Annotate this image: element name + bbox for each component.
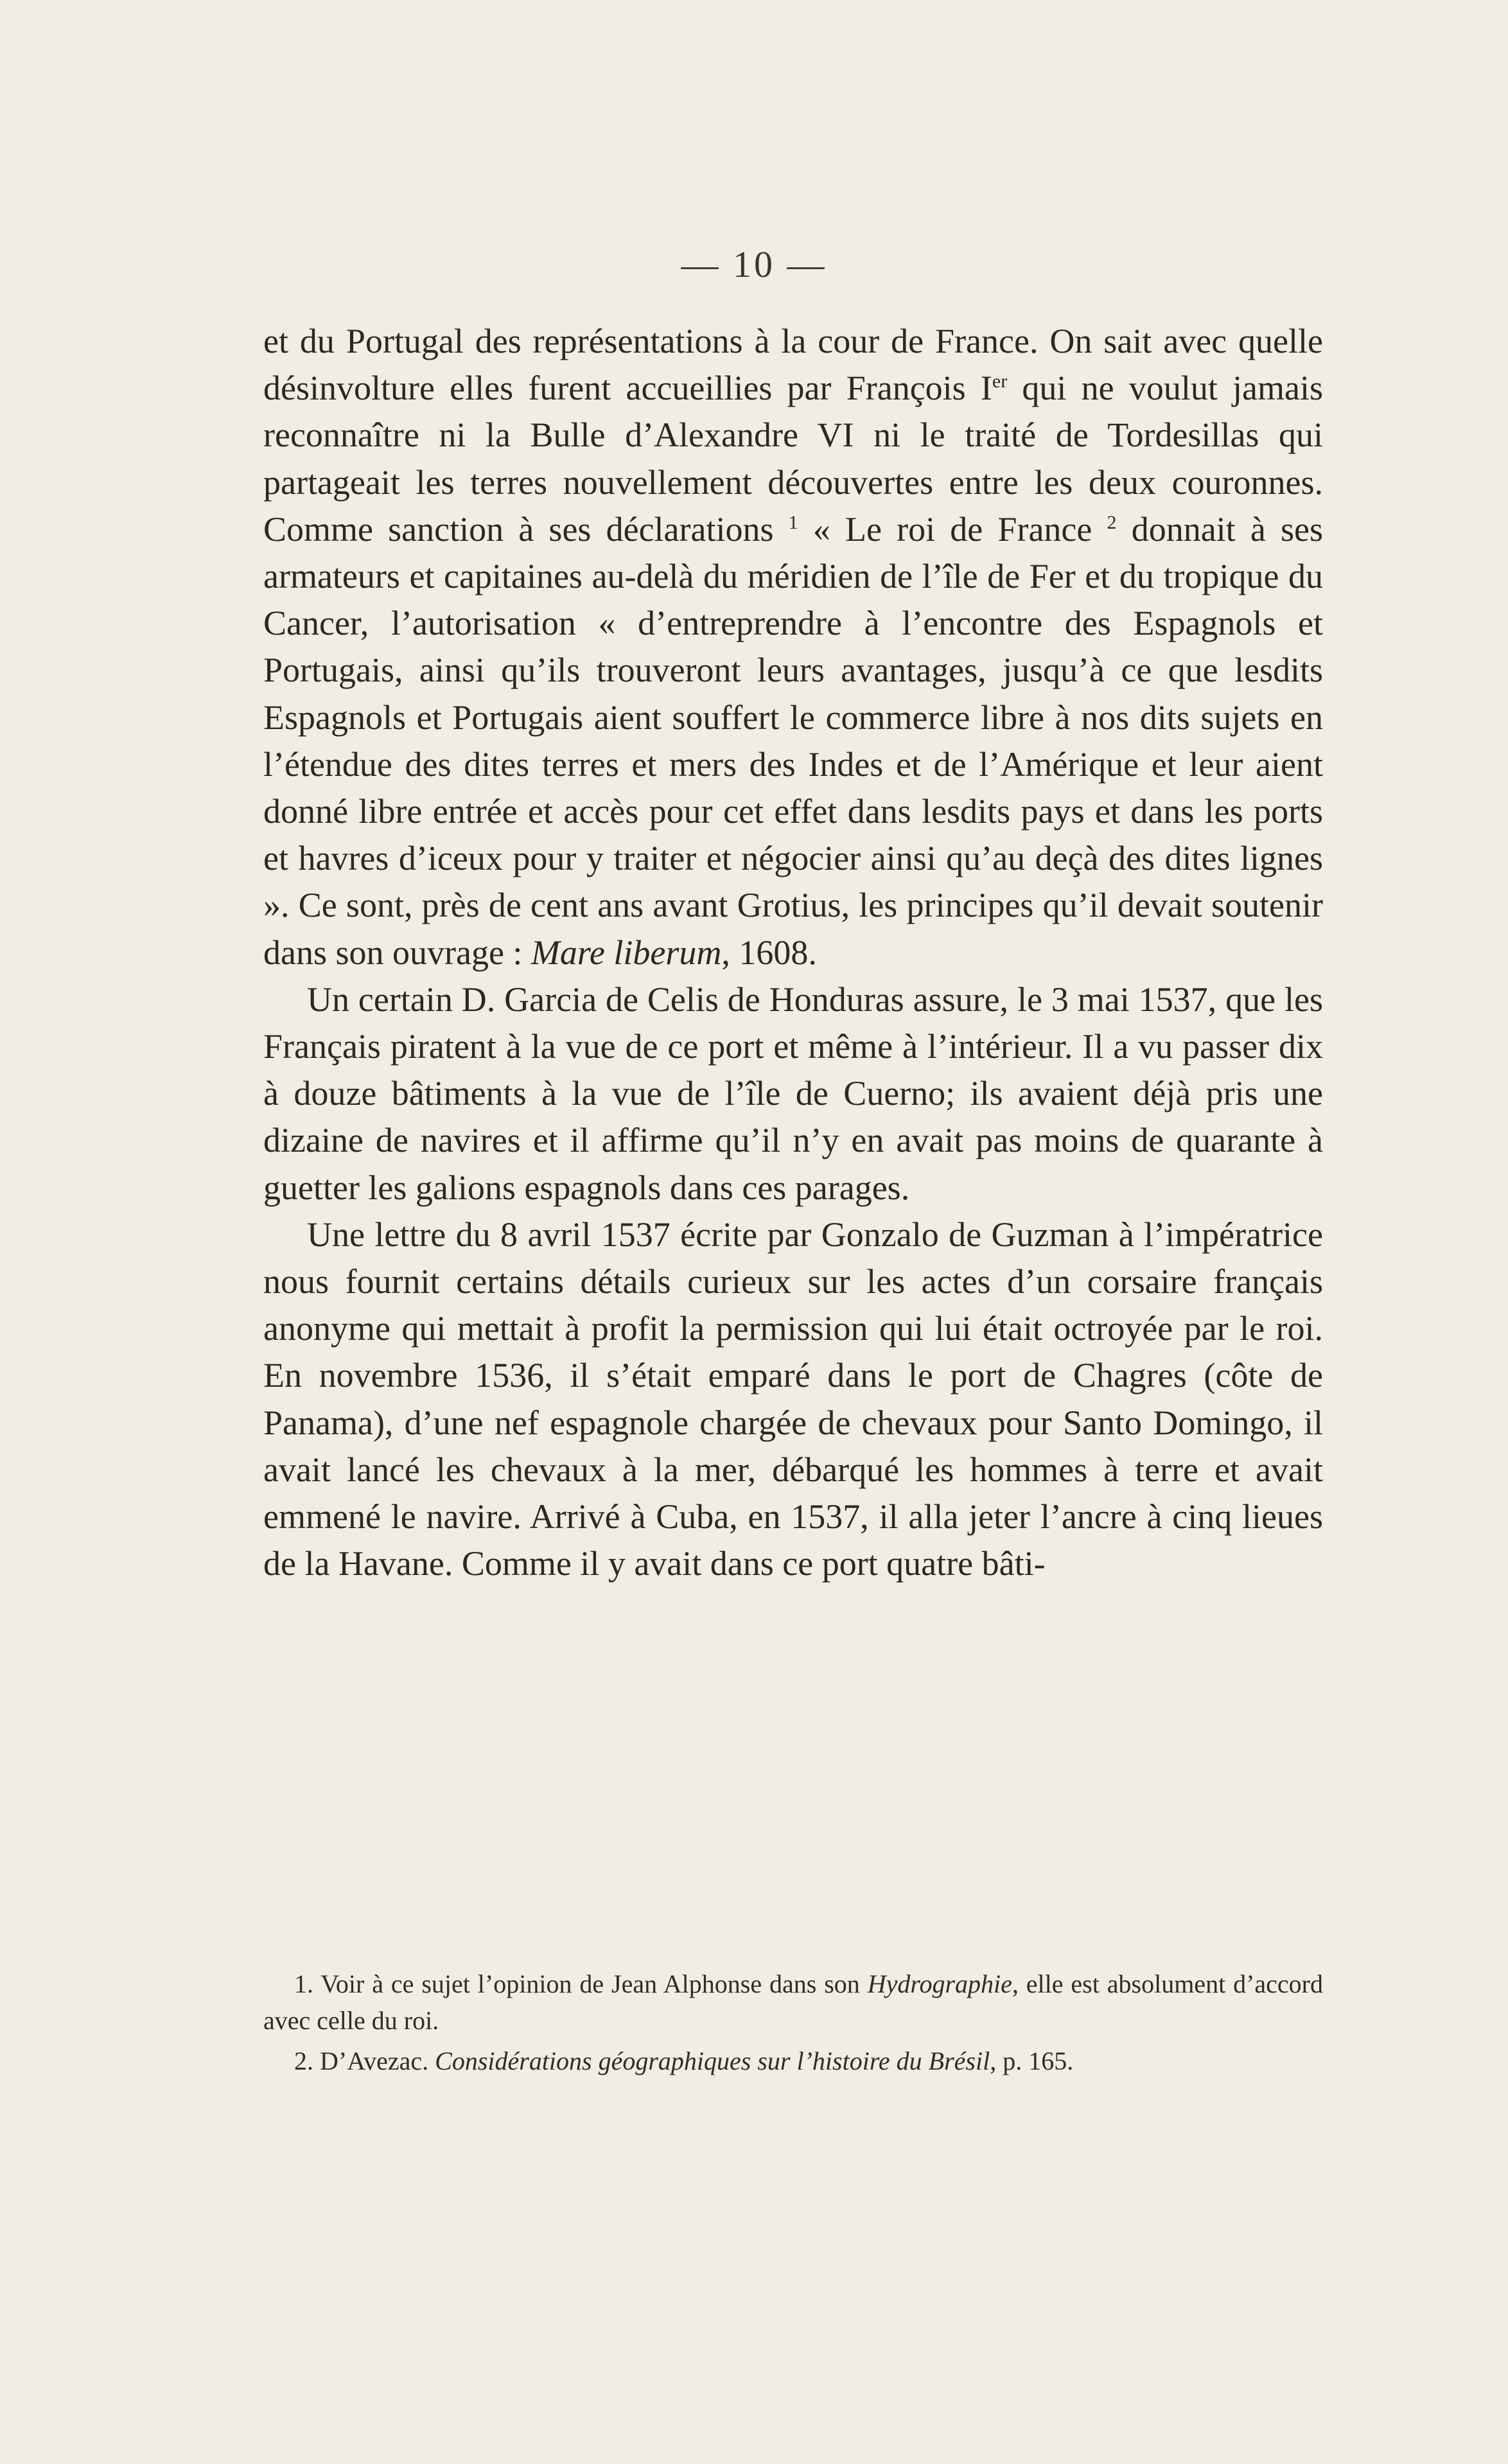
superscript-er: er	[992, 371, 1008, 392]
footnote-ref-1: 1	[788, 511, 798, 533]
footnote-1	[263, 1966, 1323, 2039]
paragraph-1-part-a: et du Portugal des représentations à la cour de France. On sait avec quelle désinvolture elles furent accueillies par François I	[263, 322, 1323, 408]
footnote-2-title: Considérations géographiques sur l’histoire du Brésil	[435, 2046, 990, 2075]
footnote-2-part-a: 2. D’Avezac.	[294, 2046, 435, 2075]
footnote-1-title: Hydrographie	[867, 1969, 1012, 1998]
page-number: — 10 —	[681, 243, 827, 285]
paragraph-3: Une lettre du 8 avril 1537 écrite par Gonzalo de Guzman à l’impératrice nous fournit certains détails curieux sur les actes d’un corsaire français anonyme qui mettait à profit la permission qui lui était octroyée par le roi. En novembre 1536, il s’était emparé dans le port de Chagres (côte de Panama), d’une nef espagnole chargée de chevaux pour Santo Domingo, il avait lancé les chevaux à la mer, débarqué les hommes à terre et avait emmené le navire. Arrivé à Cuba, en 1537, il alla jeter l’ancre à cinq lieues de la Havane. Comme il y avait dans ce port quatre bâti-	[263, 1215, 1323, 1583]
paragraph-1-part-f: , 1608.	[721, 933, 817, 972]
footnote-1-part-b: , elle est absolument d’accord avec celle du roi.	[263, 1969, 1323, 2035]
footnotes	[263, 1966, 1323, 2083]
paragraph-1-part-d: donnait à ses armateurs et capitaines au-delà du méridien de l’île de Fer et du tropique du Cancer, l’autorisation « d’entreprendre à l’encontre des Espagnols et Portugais, ainsi qu’ils trouveront leurs avantages, jusqu’à ce que lesdits Espagnols et Portugais aient souffert le commerce libre à nos dits sujets en l’étendue des dites terres et mers des Indes et de l’Amérique et leur aient donné libre entrée et accès pour cet effet dans lesdits pays et dans les ports et havres d’iceux pour y traiter et négocier ainsi qu’au deçà des dites lignes ». Ce sont, près de cent ans avant Grotius, les principes qu’il devait soutenir dans son ouvrage :	[263, 509, 1323, 972]
paragraph-2: Un certain D. Garcia de Celis de Honduras assure, le 3 mai 1537, que les Français piratent à la vue de ce port et même à l’intérieur. Il a vu passer dix à douze bâtiments à la vue de l’île de Cuerno; ils avaient déjà pris une dizaine de navires et il affirme qu’il n’y en avait pas moins de quarante à guetter les galions espagnols dans ces parages.	[263, 980, 1323, 1207]
footnote-2	[263, 2043, 1323, 2079]
paragraph-1	[263, 318, 1323, 976]
main-text	[263, 318, 1323, 1587]
footnote-ref-2: 2	[1107, 511, 1117, 533]
paragraph-1-part-b: qui ne voulut jamais reconnaître ni la Bulle d’Alexandre VI ni le traité de Tordesillas qui partageait les terres nouvellement découvertes entre les deux couronnes. Comme sanction à ses déclarations	[263, 369, 1323, 549]
footnote-1-part-a: 1. Voir à ce sujet l’opinion de Jean Alphonse dans son	[294, 1969, 868, 1998]
footnote-2-part-b: , p. 165.	[990, 2046, 1074, 2075]
book-title-mare-liberum: Mare liberum	[530, 933, 722, 972]
paragraph-1-part-c: « Le roi de France	[798, 509, 1107, 549]
